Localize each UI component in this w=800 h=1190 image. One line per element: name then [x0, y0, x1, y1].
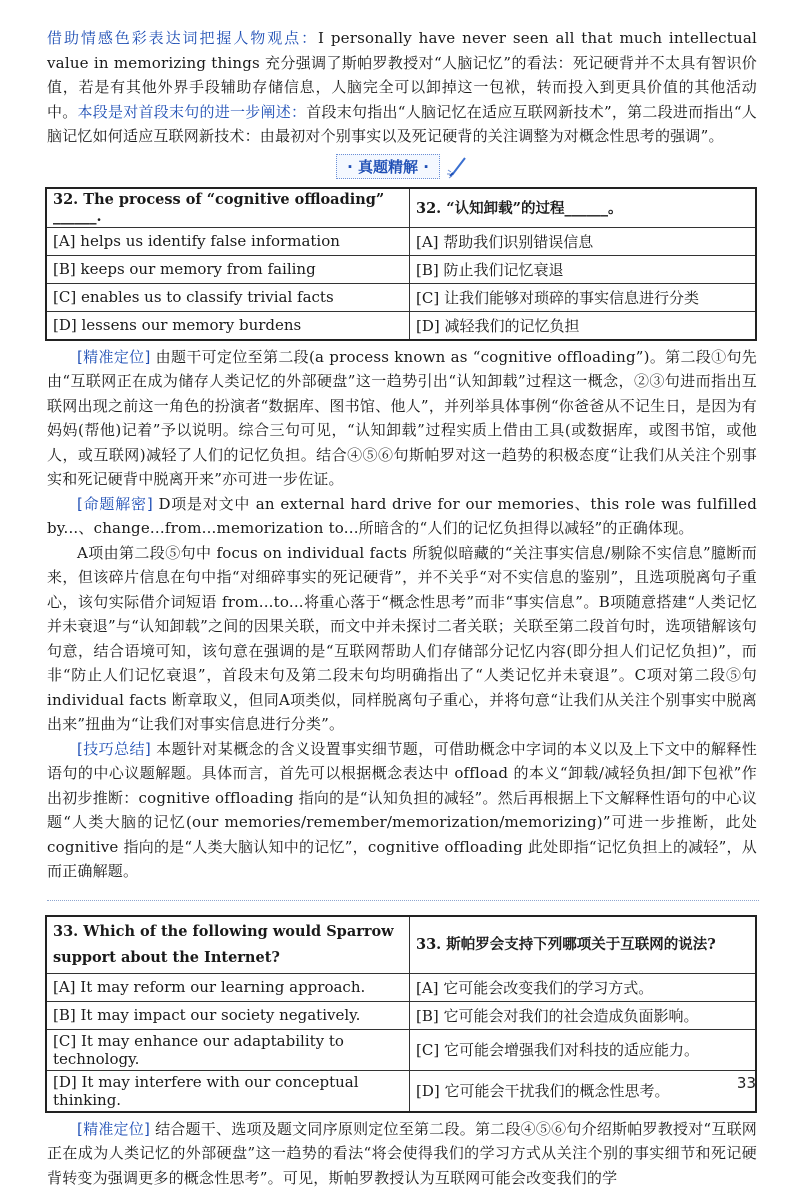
question-32-header-row: [46, 188, 756, 228]
q32-decode-paragraph: [47, 492, 757, 541]
q32-distractor-paragraph: [47, 541, 757, 737]
option-row: [46, 311, 756, 340]
option-b-zh: [B] 它可能会对我们的社会造成负面影响。: [410, 1001, 757, 1029]
option-row: [46, 255, 756, 283]
q32-tip-text: 本题针对某概念的含义设置事实细节题，可借助概念中字词的本义以及上下文中的解释性语句的中心议题解题。具体而言，首先可以根据概念表达中 offload 的本义“卸载/减轻负担/卸下包袱”作出初步推断：cognitive offloading 指向的是“认知负担的减轻”。然后再根据上下文解释性语句的中心议题“人类大脑的记忆(our memories/remember/memorization/memorizing)”可进一步推断，此处 cognitive 指向的是“人类大脑认知中的记忆”，cognitive offloading 此处即指“记忆负担上的减轻”，从而正确解题。: [47, 740, 757, 881]
intro-paragraph: [47, 26, 757, 149]
question-32-en: 32. The process of “cognitive offloading” ______.: [46, 188, 410, 228]
option-a-zh: [A] 它可能会改变我们的学习方式。: [410, 973, 757, 1001]
option-row: [46, 1001, 756, 1029]
tip-tag: [技巧总结]: [77, 740, 151, 758]
q32-locate-paragraph: [47, 345, 757, 492]
option-d-en: [D] It may interfere with our conceptual thinking.: [46, 1070, 410, 1112]
question-33-table: [45, 915, 757, 1113]
option-b-zh: [B] 防止我们记忆衰退: [410, 255, 757, 283]
option-c-zh: [C] 它可能会增强我们对科技的适应能力。: [410, 1029, 757, 1070]
option-a-zh: [A] 帮助我们识别错误信息: [410, 227, 757, 255]
option-c-en: [C] enables us to classify trivial facts: [46, 283, 410, 311]
q32-decode-text: D项是对文中 an external hard drive for our memories、this role was fulfilled by...、change...from...memorization to...所暗含的“人们的记忆负担得以减轻”的正确体现。: [47, 495, 757, 538]
pen-icon: [446, 155, 468, 179]
option-a-en: [A] It may reform our learning approach.: [46, 973, 410, 1001]
page-number: 33: [737, 1074, 756, 1092]
option-row: [46, 283, 756, 311]
q33-locate-paragraph: [47, 1117, 757, 1190]
q32-tip-paragraph: [47, 737, 757, 884]
option-row: [46, 1070, 756, 1112]
option-row: [46, 227, 756, 255]
option-row: [46, 973, 756, 1001]
option-d-en: [D] lessens our memory burdens: [46, 311, 410, 340]
intro-label-emotion: 借助情感色彩表达词把握人物观点：: [47, 29, 318, 47]
q32-locate-text: 由题干可定位至第二段(a process known as “cognitive offloading”)。第二段①句先由“互联网正在成为储存人类记忆的外部硬盘”这一趋势引出“认知卸载”过程这一概念，②③句进而指出互联网出现之前这一角色的扮演者“数据库、图书馆、他人”，并列举具体事例“你爸爸从不记生日，是因为有妈妈(帮他)记着”予以说明。综合三句可见，“认知卸载”过程实质上借由工具(或数据库，或图书馆，或他人，或互联网)减轻了人们的记忆负担。结合④⑤⑥句斯帕罗对这一趋势的积极态度“让我们从关注个别事实和死记硬背中脱离开来”亦可进一步佐证。: [47, 348, 757, 489]
q32-distractor-text: A项由第二段⑤句中 focus on individual facts 所貌似暗藏的“关注事实信息/剔除不实信息”臆断而来，但该碎片信息在句中指“对细碎事实的死记硬背”，并不关乎“对不实信息的鉴别”，且选项脱离句子重心，该句实际借介词短语 from...to...将重心落于“概念性思考”而非“事实信息”。B项随意搭建“人类记忆并未衰退”与“认知卸载”之间的因果关联，而文中并未探讨二者关联；关联至第二段首句时，选项错解该句句意，结合语境可知，该句意在强调的是“互联网帮助人们存储部分记忆内容(即分担人们记忆负担)”，而非“防止人们记忆衰退”，首段末句及第二段末句均明确指出了“人类记忆并未衰退”。C项对第二段⑤句 individual facts 断章取义，但同A项类似，同样脱离句子重心，并将句意“让我们从关注个别事实中脱离出来”扭曲为“让我们对事实信息进行分类”。: [47, 544, 757, 734]
question-33-zh: 33. 斯帕罗会支持下列哪项关于互联网的说法?: [410, 916, 757, 974]
intro-text-1: I personally have never seen all that much intellectual value in memorizing things 充分强调了斯帕罗教授对“人脑记忆”的看法：死记硬背并不太具有智识价值，若是有其他外界手段辅助存储信息，人脑完全可以卸掉这一包袱，转而投入到更具价值的其他活动中。: [47, 29, 757, 121]
section-title: [47, 155, 757, 179]
question-32-table: [45, 187, 757, 341]
option-d-zh: [D] 减轻我们的记忆负担: [410, 311, 757, 340]
q33-locate-text: 结合题干、选项及题文同序原则定位至第二段。第二段④⑤⑥句介绍斯帕罗教授对“互联网正在成为人类记忆的外部硬盘”这一趋势的看法“将会使得我们的学习方式从关注个别的事实细节和死记硬背转变为强调更多的概念性思考”。可见，斯帕罗教授认为互联网可能会改变我们的学: [47, 1120, 757, 1187]
locate-tag: [精准定位]: [77, 1120, 150, 1138]
question-33-header-row: [46, 916, 756, 974]
option-a-en: [A] helps us identify false information: [46, 227, 410, 255]
intro-text-2: 首段末句指出“人脑记忆在适应互联网新技术”，第二段进而指出“人脑记忆如何适应互联网新技术：由最初对个别事实以及死记硬背的关注调整为对概念性思考的强调”。: [47, 103, 757, 146]
option-row: [46, 1029, 756, 1070]
page-content: [47, 26, 757, 1190]
option-b-en: [B] keeps our memory from failing: [46, 255, 410, 283]
decode-tag: [命题解密]: [77, 495, 153, 513]
question-33-en: 33. Which of the following would Sparrow support about the Internet?: [46, 916, 410, 974]
option-b-en: [B] It may impact our society negatively.: [46, 1001, 410, 1029]
option-d-zh: [D] 它可能会干扰我们的概念性思考。: [410, 1070, 757, 1112]
locate-tag: [精准定位]: [77, 348, 151, 366]
intro-label-elaboration: 本段是对首段末句的进一步阐述：: [78, 103, 307, 121]
option-c-en: [C] It may enhance our adaptability to technology.: [46, 1029, 410, 1070]
section-title-label: · 真题精解 ·: [336, 154, 440, 179]
section-divider: [47, 900, 759, 901]
question-32-zh: 32. “认知卸载”的过程______。: [410, 188, 757, 228]
option-c-zh: [C] 让我们能够对琐碎的事实信息进行分类: [410, 283, 757, 311]
